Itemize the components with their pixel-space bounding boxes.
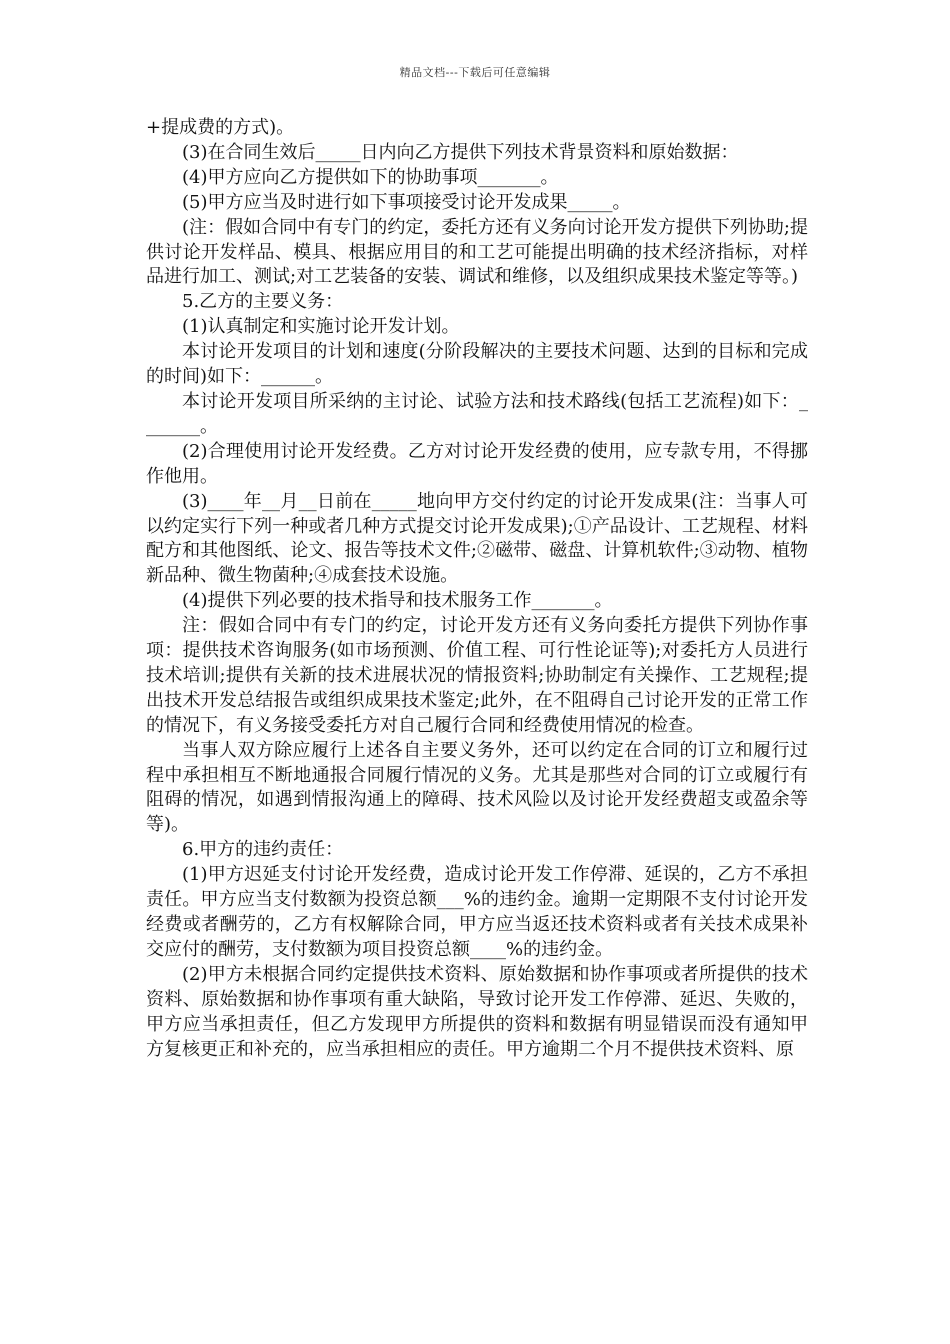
paragraph-delivery: (3)____年__月__日前在_____地向甲方交付约定的讨论开发成果(注：当事人可以约定实行下列一种或者几种方式提交讨论开发成果);①产品设计、工艺规程、材料配方和其他图纸、论文、报告等技术文件;②磁带、磁盘、计算机软件;③动物、植物新品种、微生物菌种;④成套技术设施。 bbox=[146, 490, 808, 587]
page-header-watermark: 精品文档---下载后可任意编辑 bbox=[399, 66, 551, 79]
document-body bbox=[146, 116, 808, 1062]
paragraph-method: 本讨论开发项目所采纳的主讨论、试验方法和技术路线(包括工艺流程)如下：_______。 bbox=[146, 390, 808, 437]
paragraph-technical-guidance: (4)提供下列必要的技术指导和技术服务工作_______。 bbox=[182, 590, 613, 612]
paragraph-clause-4: (4)甲方应向乙方提供如下的协助事项_______。 bbox=[182, 166, 559, 188]
paragraph-plan: (1)认真制定和实施讨论开发计划。 bbox=[182, 316, 460, 338]
paragraph-funds-usage: (2)合理使用讨论开发经费。乙方对讨论开发经费的使用，应专款专用，不得挪作他用。 bbox=[146, 440, 808, 487]
paragraph-liability-2: (2)甲方未根据合同约定提供技术资料、原始数据和协作事项或者所提供的技术资料、原始数据和协作事项有重大缺陷，导致讨论开发工作停滞、延迟、失败的，甲方应当承担责任，但乙方发现甲方所提供的资料和数据有明显错误而没有通知甲方复核更正和补充的，应当承担相应的责任。甲方逾期二个月不提供技术资料、原 bbox=[146, 963, 808, 1060]
paragraph-mutual-duties: 当事人双方除应履行上述各自主要义务外，还可以约定在合同的订立和履行过程中承担相互不断地通报合同履行情况的义务。尤其是那些对合同的订立或履行有阻碍的情况，如遇到情报沟通上的障碍、技术风险以及讨论开发经费超支或盈余等等)。 bbox=[146, 739, 808, 836]
paragraph-clause-3: (3)在合同生效后_____日内向乙方提供下列技术背景资料和原始数据： bbox=[182, 141, 739, 163]
paragraph-liability-1: (1)甲方迟延支付讨论开发经费，造成讨论开发工作停滞、延误的，乙方不承担责任。甲方应当支付数额为投资总额___%的违约金。逾期一定期限不支付讨论开发经费或者酬劳的，乙方有权解除合同，甲方应当返还技术资料或者有关技术成果补交应付的酬劳，支付数额为项目投资总额____%的违约金。 bbox=[146, 864, 808, 960]
paragraph-schedule: 本讨论开发项目的计划和速度(分阶段解决的主要技术问题、达到的目标和完成的时间)如下：______。 bbox=[146, 341, 808, 388]
section-heading-party-a-liability: 6.甲方的违约责任： bbox=[182, 839, 344, 861]
paragraph-clause-5: (5)甲方应当及时进行如下事项接受讨论开发成果_____。 bbox=[182, 191, 631, 213]
paragraph-continuation: +提成费的方式)。 bbox=[146, 117, 295, 138]
paragraph-note-client-duties: (注：假如合同中有专门的约定，委托方还有义务向讨论开发方提供下列协助;提供讨论开发样品、模具、根据应用目的和工艺可能提出明确的技术经济指标，对样品进行加工、测试;对工艺装备的安装、调试和维修，以及组织成果技术鉴定等等。) bbox=[146, 216, 808, 288]
section-heading-party-b-duties: 5.乙方的主要义务： bbox=[182, 291, 344, 313]
paragraph-note-developer-duties: 注：假如合同中有专门的约定，讨论开发方还有义务向委托方提供下列协作事项：提供技术咨询服务(如市场预测、价值工程、可行性论证等);对委托方人员进行技术培训;提供有关新的技术进展状况的情报资料;协助制定有关操作、工艺规程;提出技术开发总结报告或组织成果技术鉴定;此外，在不阻碍自己讨论开发的正常工作的情况下，有义务接受委托方对自己履行合同和经费使用情况的检查。 bbox=[146, 615, 808, 736]
